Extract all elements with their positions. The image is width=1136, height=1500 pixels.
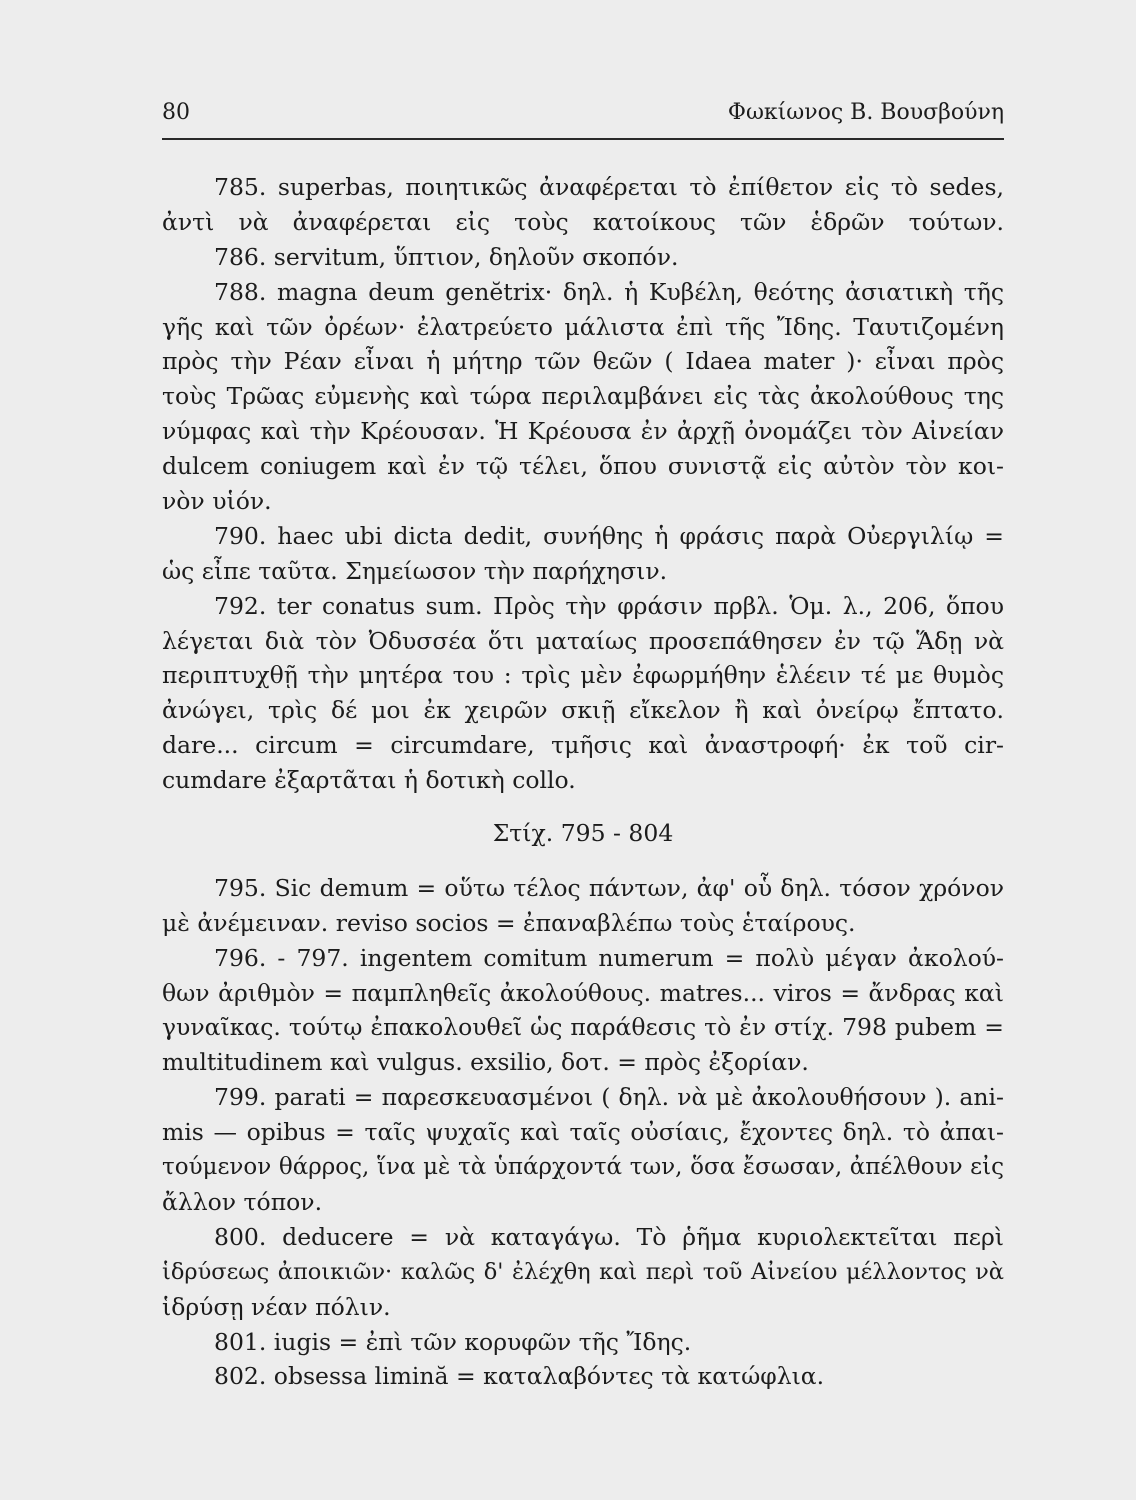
text-line: γῆς καὶ τῶν ὀρέων· ἐλατρεύετο μάλιστα ἐπὶ τῆς Ἴδης. Ταυτιζομένη xyxy=(162,312,1004,341)
text-line: dare... circum = circumdare, τμῆσις καὶ ἀναστροφή· ἐκ τοῦ cir- xyxy=(162,731,1004,760)
text-line: dulcem coniugem καὶ ἐν τῷ τέλει, ὅπου συνιστᾷ εἰς αὐτὸν τὸν κοι- xyxy=(162,452,1004,481)
text-line: 802. obsessa limină = καταλαβόντες τὰ κατώφλια. xyxy=(214,1362,825,1391)
text-line: ὡς εἶπε ταῦτα. Σημείωσον τὴν παρήχησιν. xyxy=(162,556,668,585)
text-line: νύμφας καὶ τὴν Κρέουσαν. Ἡ Κρέουσα ἐν ἀρχῇ ὀνομάζει τὸν Αἰνείαν xyxy=(162,417,1004,446)
text-line: 795. Sic demum = οὕτω τέλος πάντων, ἀφ' οὗ δηλ. τόσον χρόνον xyxy=(214,873,1004,902)
text-line: ἱδρύσεως ἀποικιῶν· καλῶς δ' ἐλέχθη καὶ περὶ τοῦ Αἰνείου μέλλοντος νὰ xyxy=(162,1258,1004,1285)
text-line: γυναῖκας. τούτῳ ἐπακολουθεῖ ὡς παράθεσις τὸ ἐν στίχ. 798 pubem = xyxy=(162,1013,1004,1042)
text-line: 785. superbas, ποιητικῶς ἀναφέρεται τὸ ἐπίθετον εἰς τὸ sedes, xyxy=(214,173,1004,201)
text-line: 786. servitum, ὕπτιον, δηλοῦν σκοπόν. xyxy=(214,242,679,271)
header-rule xyxy=(162,138,1004,140)
text-line: ἀντὶ νὰ ἀναφέρεται εἰς τοὺς κατοίκους τῶν ἑδρῶν τούτων. xyxy=(162,207,1004,236)
text-line: cumdare ἐξαρτᾶται ἡ δοτικὴ collo. xyxy=(162,766,576,795)
text-line: multitudinem καὶ vulgus. exsilio, δοτ. = πρὸς ἐξορίαν. xyxy=(162,1048,809,1077)
text-line: περιπτυχθῇ τὴν μητέρα του : τρὶς μὲν ἐφωρμήθην ἑλέειν τέ με θυμὸς xyxy=(162,661,1004,690)
text-line: ἱδρύσῃ νέαν πόλιν. xyxy=(162,1292,391,1321)
text-line: τοὺς Τρῶας εὐμενὴς καὶ τώρα περιλαμβάνει εἰς τὰς ἀκολούθους της xyxy=(162,382,1004,411)
running-header xyxy=(162,100,1004,134)
text-line: μὲ ἀνέμειναν. reviso socios = ἐπαναβλέπω τοὺς ἑταίρους. xyxy=(162,908,856,937)
running-title: Φωκίωνος Β. Βουσβούνη xyxy=(727,100,1004,125)
text-line: τούμενον θάρρος, ἵνα μὲ τὰ ὑπάρχοντά των, ὅσα ἔσωσαν, ἀπέλθουν εἰς xyxy=(162,1154,1004,1181)
text-line: λέγεται διὰ τὸν Ὀδυσσέα ὅτι ματαίως προσεπάθησεν ἐν τῷ Ἅδῃ νὰ xyxy=(162,626,1004,655)
text-line: 792. ter conatus sum. Πρὸς τὴν φράσιν πρβλ. Ὁμ. λ., 206, ὅπου xyxy=(214,591,1004,620)
text-line: mis — opibus = ταῖς ψυχαῖς καὶ ταῖς οὐσίαις, ἔχοντες δηλ. τὸ ἀπαι- xyxy=(162,1118,1004,1147)
text-line: 799. parati = παρεσκευασμένοι ( δηλ. νὰ μὲ ἀκολουθήσουν ). ani- xyxy=(214,1083,1004,1112)
section-heading: Στίχ. 795 - 804 xyxy=(492,819,674,848)
text-line: 788. magna deum genĕtrix· δηλ. ἡ Κυβέλη, θεότης ἀσιατικὴ τῆς xyxy=(214,277,1004,306)
text-line: νὸν υἱόν. xyxy=(162,487,272,516)
text-line: 800. deducere = νὰ καταγάγω. Τὸ ῥῆμα κυριολεκτεῖται περὶ xyxy=(214,1222,1004,1251)
page-number: 80 xyxy=(162,100,190,125)
text-line: 801. iugis = ἐπὶ τῶν κορυφῶν τῆς Ἴδης. xyxy=(214,1327,692,1356)
text-line: 790. haec ubi dicta dedit, συνήθης ἡ φράσις παρὰ Οὐεργιλίῳ = xyxy=(214,521,1004,550)
text-line: θων ἀριθμὸν = παμπληθεῖς ἀκολούθους. matres... viros = ἄνδρας καὶ xyxy=(162,978,1004,1007)
text-line: ἀνώγει, τρὶς δέ μοι ἐκ χειρῶν σκιῇ εἴκελον ἢ καὶ ὀνείρῳ ἔπτατο. xyxy=(162,696,1004,725)
text-line: ἄλλον τόπον. xyxy=(162,1187,323,1216)
commentary-text xyxy=(162,170,1004,1394)
text-line: 796. - 797. ingentem comitum numerum = πολὺ μέγαν ἀκολού- xyxy=(214,943,1004,972)
text-line: πρὸς τὴν Ρέαν εἶναι ἡ μήτηρ τῶν θεῶν ( Idaea mater )· εἶναι πρὸς xyxy=(162,347,1004,376)
